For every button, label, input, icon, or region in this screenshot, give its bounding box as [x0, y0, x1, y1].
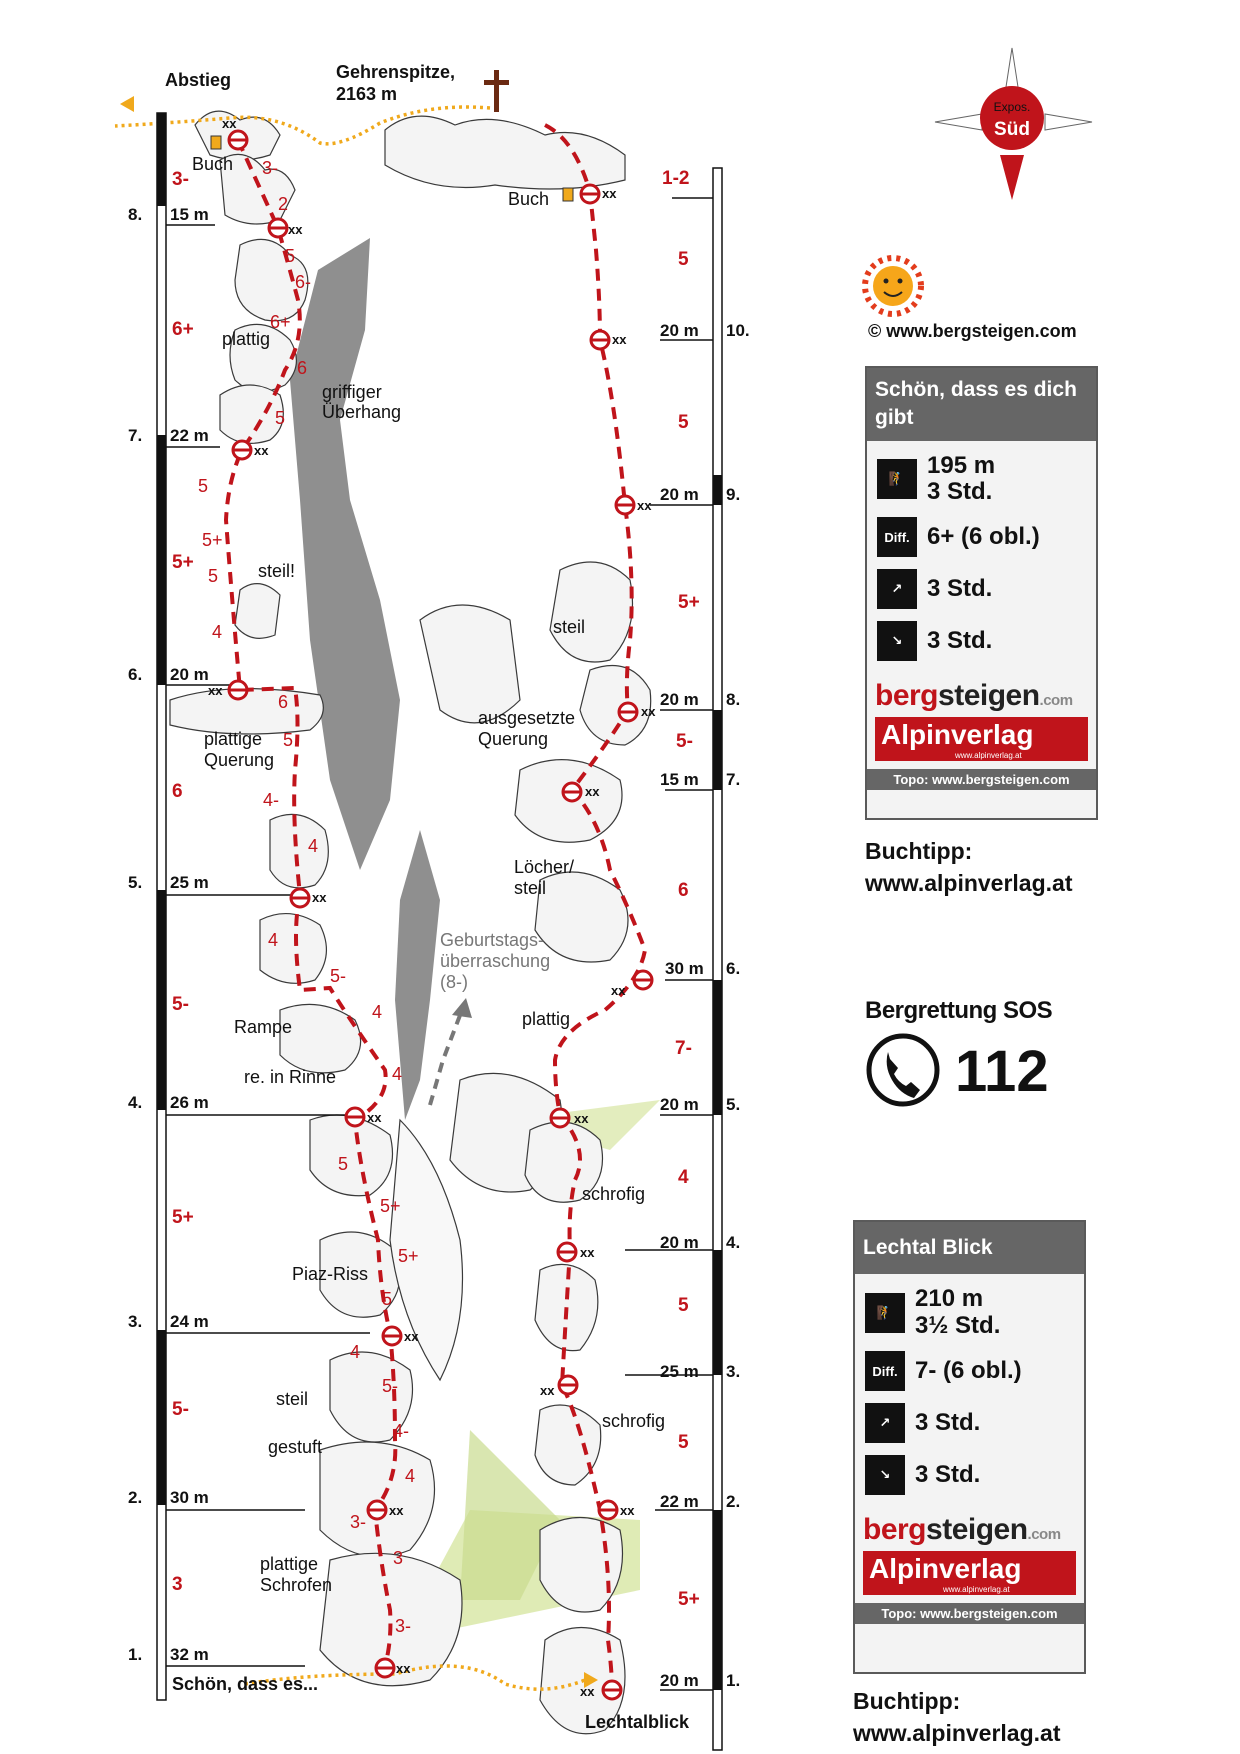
svg-text:5-: 5- [330, 966, 347, 986]
svg-text:5: 5 [208, 566, 219, 586]
annotation: griffiger [322, 382, 382, 402]
diff-icon: Diff. [865, 1351, 905, 1391]
svg-text:xx: xx [288, 222, 303, 237]
svg-text:xx: xx [367, 1110, 382, 1125]
svg-text:4: 4 [392, 1064, 403, 1084]
svg-text:xx: xx [637, 498, 652, 513]
svg-text:xx: xx [585, 784, 600, 799]
pitch-grade: 3 [172, 1574, 183, 1595]
difficulty-row [877, 517, 1086, 557]
pitch-number: 2. [128, 1488, 143, 1507]
hiker-up-icon: ↗ [877, 569, 917, 609]
annotation: plattig [222, 329, 271, 349]
approach-time: 3 Std. [915, 1408, 981, 1436]
pitch-grade: 5 [678, 412, 689, 433]
svg-text:3: 3 [393, 1548, 404, 1568]
pitch-number: 3. [128, 1312, 143, 1331]
approach-row [865, 1403, 1074, 1443]
svg-text:5: 5 [283, 730, 294, 750]
buchtipp-link[interactable]: www.alpinverlag.at [865, 869, 1073, 896]
pitch-number: 6. [726, 959, 741, 978]
svg-text:2: 2 [278, 194, 289, 214]
svg-text:3-: 3- [395, 1616, 412, 1636]
annotation: Querung [478, 729, 549, 749]
book-icon [563, 188, 573, 201]
pitch-number: 8. [726, 690, 741, 709]
svg-text:xx: xx [612, 332, 627, 347]
right-pitch-lines [625, 198, 713, 1690]
svg-text:xx: xx [396, 1661, 411, 1676]
pitch-length: 22 m [170, 426, 209, 445]
climber-icon: 🧗 [877, 459, 917, 499]
pitch-grade: 5- [172, 994, 189, 1015]
descent-time: 3 Std. [927, 627, 993, 655]
annotation: plattige [260, 1554, 319, 1574]
annotation: Löcher/ [514, 857, 575, 877]
project-arrow [430, 1010, 462, 1105]
pitch-length: 20 m [660, 485, 699, 504]
pitch-grade: 5 [678, 1432, 689, 1453]
pitch-grade: 6 [678, 880, 689, 901]
pitch-grade: 5+ [172, 1207, 194, 1228]
pitch-grade: 5+ [172, 552, 194, 573]
annotation: Buch [192, 154, 234, 174]
pitch-length: 26 m [170, 1093, 209, 1112]
pitch-length: 20 m [660, 1671, 699, 1690]
annotation: ausgesetzte [478, 708, 576, 728]
annotation: Rampe [234, 1017, 293, 1037]
svg-text:4: 4 [372, 1002, 383, 1022]
svg-text:5: 5 [338, 1154, 349, 1174]
approach-time: 3 Std. [927, 575, 993, 603]
sos-number[interactable]: 112 [955, 1039, 1049, 1104]
svg-text:Geburtstags-: Geburtstags- [440, 930, 545, 950]
pitch-length: 32 m [170, 1645, 209, 1664]
pitch-grade: 5- [172, 1399, 189, 1420]
annotation: gestuft [268, 1437, 323, 1457]
pitch-number: 10. [726, 321, 750, 340]
annotation: steil [276, 1389, 309, 1409]
svg-text:3-: 3- [262, 158, 279, 178]
project-arrowhead [452, 998, 472, 1018]
buchtipp-1 [865, 836, 1072, 899]
pitch-length: 15 m [660, 770, 699, 789]
svg-text:xx: xx [620, 1503, 635, 1518]
hiker-down-icon: ↘ [865, 1455, 905, 1495]
descent-arrow [120, 96, 134, 112]
svg-text:xx: xx [208, 683, 223, 698]
pitch-grade: 6+ [172, 319, 194, 340]
annotation: steil! [258, 561, 296, 581]
pitch-length: 20 m [660, 321, 699, 340]
difficulty-row [865, 1351, 1074, 1391]
svg-text:5+: 5+ [398, 1246, 419, 1266]
svg-text:5: 5 [275, 408, 286, 428]
pitch-number: 6. [128, 665, 143, 684]
route-title: Lechtal Blick [855, 1222, 1084, 1274]
svg-text:5-: 5- [382, 1376, 399, 1396]
left-pitch-labels [128, 169, 209, 1664]
svg-text:xx: xx [641, 704, 656, 719]
svg-text:3-: 3- [350, 1512, 367, 1532]
svg-text:xx: xx [580, 1245, 595, 1260]
pitch-grade: 5+ [678, 592, 700, 613]
pitch-grade: 5- [676, 731, 693, 752]
bergsteigen-logo: bergsteigen.com [863, 1513, 1061, 1547]
svg-text:überraschung: überraschung [440, 951, 551, 971]
descent-row [865, 1455, 1074, 1495]
svg-text:6: 6 [297, 358, 308, 378]
pitch-length: 22 m [660, 1492, 699, 1511]
pitch-length: 20 m [660, 690, 699, 709]
svg-text:5: 5 [198, 476, 209, 496]
pitch-number: 1. [726, 1671, 741, 1690]
difficulty: 6+ (6 obl.) [927, 523, 1040, 551]
svg-text:Expos.: Expos. [993, 100, 1031, 114]
annotation: Buch [508, 189, 550, 209]
svg-text:xx: xx [574, 1111, 589, 1126]
pitch-grade: 4 [678, 1167, 689, 1188]
buchtipp-2 [853, 1686, 1060, 1749]
descent-label: Abstieg [165, 70, 232, 90]
annotation: schrofig [602, 1411, 666, 1431]
svg-text:4-: 4- [393, 1421, 410, 1441]
pitch-number: 4. [726, 1233, 741, 1252]
buchtipp-label: Buchtipp: [853, 1688, 961, 1714]
copyright-text: © www.bergsteigen.com [868, 321, 1077, 341]
svg-text:6: 6 [278, 692, 289, 712]
pitch-length: 30 m [170, 1488, 209, 1507]
summit-name: Gehrenspitze, [336, 62, 456, 82]
hiker-down-icon: ↘ [877, 621, 917, 661]
pitch-length: 15 m [170, 205, 209, 224]
pitch-length: 24 m [170, 1312, 209, 1331]
svg-text:xx: xx [312, 890, 327, 905]
annotation: re. in Rinne [244, 1067, 337, 1087]
buchtipp-link[interactable]: www.alpinverlag.at [853, 1719, 1061, 1746]
alpinverlag-logo: Alpinverlag www.alpinverlag.at [875, 717, 1088, 761]
sun-logo-icon [865, 258, 921, 314]
diff-icon: Diff. [877, 517, 917, 557]
descent-row [877, 621, 1086, 661]
svg-text:6-: 6- [295, 272, 312, 292]
pitch-number: 1. [128, 1645, 143, 1664]
summit-altitude: 2163 m [336, 84, 398, 104]
climb-time: 3 Std. [927, 478, 993, 506]
svg-text:xx: xx [222, 116, 237, 131]
gully-shadow [290, 238, 400, 870]
right-scale [713, 168, 722, 1750]
pitch-length: 20 m [660, 1095, 699, 1114]
summit-cross-icon [484, 70, 509, 112]
svg-text:4: 4 [350, 1342, 361, 1362]
pitch-length: 30 m [665, 959, 704, 978]
pitch-length: 20 m [660, 1233, 699, 1252]
pitch-grade: 7- [675, 1038, 692, 1059]
climber-icon: 🧗 [865, 1293, 905, 1333]
annotation: plattige [204, 729, 263, 749]
pitch-number: 9. [726, 485, 741, 504]
svg-text:xx: xx [389, 1503, 404, 1518]
annotation: plattig [522, 1009, 571, 1029]
svg-text:4: 4 [212, 622, 223, 642]
route-start-right: Lechtalblick [585, 1712, 690, 1732]
buchtipp-label: Buchtipp: [865, 838, 973, 864]
annotation: Schrofen [260, 1575, 333, 1595]
topo-link[interactable]: Topo: www.bergsteigen.com [855, 1603, 1084, 1624]
pitch-number: 7. [726, 770, 741, 789]
pitch-grade: 5 [678, 1295, 689, 1316]
pitch-length: 25 m [170, 873, 209, 892]
route-title: Schön, dass es dich gibt [867, 368, 1096, 441]
route-length: 195 m [927, 451, 996, 479]
sos-label: Bergrettung SOS [865, 997, 1053, 1024]
svg-text:4: 4 [405, 1466, 416, 1486]
difficulty: 7- (6 obl.) [915, 1356, 1022, 1384]
annotation: steil [514, 878, 547, 898]
annotation: schrofig [582, 1184, 646, 1204]
svg-text:5+: 5+ [380, 1196, 401, 1216]
svg-text:5: 5 [285, 246, 296, 266]
svg-text:xx: xx [254, 443, 269, 458]
pitch-grade: 3- [172, 169, 189, 190]
approach-row [877, 569, 1086, 609]
svg-text:4: 4 [268, 930, 279, 950]
climb-time: 3½ Std. [915, 1311, 1001, 1339]
svg-text:xx: xx [404, 1329, 419, 1344]
hiker-up-icon: ↗ [865, 1403, 905, 1443]
svg-text:4-: 4- [263, 790, 280, 810]
svg-text:6+: 6+ [270, 312, 291, 332]
pitch-number: 7. [128, 426, 143, 445]
alpinverlag-logo: Alpinverlag www.alpinverlag.at [863, 1551, 1076, 1595]
svg-text:5+: 5+ [202, 530, 223, 550]
left-scale [157, 113, 166, 1700]
svg-text:xx: xx [580, 1684, 595, 1699]
pitch-grade: 5 [678, 249, 689, 270]
annotation: Querung [204, 750, 275, 770]
pitch-number: 5. [128, 873, 143, 892]
compass-icon [935, 48, 1092, 200]
pitch-number: 3. [726, 1362, 741, 1381]
route-length: 210 m [915, 1285, 984, 1313]
pitch-number: 8. [128, 205, 143, 224]
pitch-number: 5. [726, 1095, 741, 1114]
project-label [440, 930, 550, 992]
pitch-length: 20 m [170, 665, 209, 684]
book-icon [211, 136, 221, 149]
annotation: Überhang [322, 402, 402, 422]
pitch-number: 4. [128, 1093, 143, 1112]
length-row [877, 453, 1086, 506]
pitch-grade: 1-2 [662, 168, 690, 189]
descent-time: 3 Std. [915, 1460, 981, 1488]
annotation: Piaz-Riss [292, 1264, 369, 1284]
pitch-number: 2. [726, 1492, 741, 1511]
topo-link[interactable]: Topo: www.bergsteigen.com [867, 769, 1096, 790]
svg-text:xx: xx [602, 186, 617, 201]
svg-text:(8-): (8-) [440, 972, 468, 992]
right-pitch-labels [660, 168, 750, 1690]
svg-text:5: 5 [382, 1289, 393, 1309]
svg-text:xx: xx [540, 1383, 555, 1398]
info-box-route-1 [865, 366, 1098, 820]
route-start-left: Schön, dass es... [172, 1674, 319, 1694]
phone-icon [869, 1036, 937, 1104]
pitch-grade: 6 [172, 781, 183, 802]
bergsteigen-logo: bergsteigen.com [875, 679, 1073, 713]
svg-text:xx: xx [611, 983, 626, 998]
info-box-route-2 [853, 1220, 1086, 1674]
pitch-grade: 5+ [678, 1589, 700, 1610]
annotation: steil [553, 617, 586, 637]
length-row [865, 1286, 1074, 1339]
svg-text:Süd: Süd [994, 119, 1030, 140]
pitch-length: 25 m [660, 1362, 699, 1381]
svg-text:4: 4 [308, 836, 319, 856]
